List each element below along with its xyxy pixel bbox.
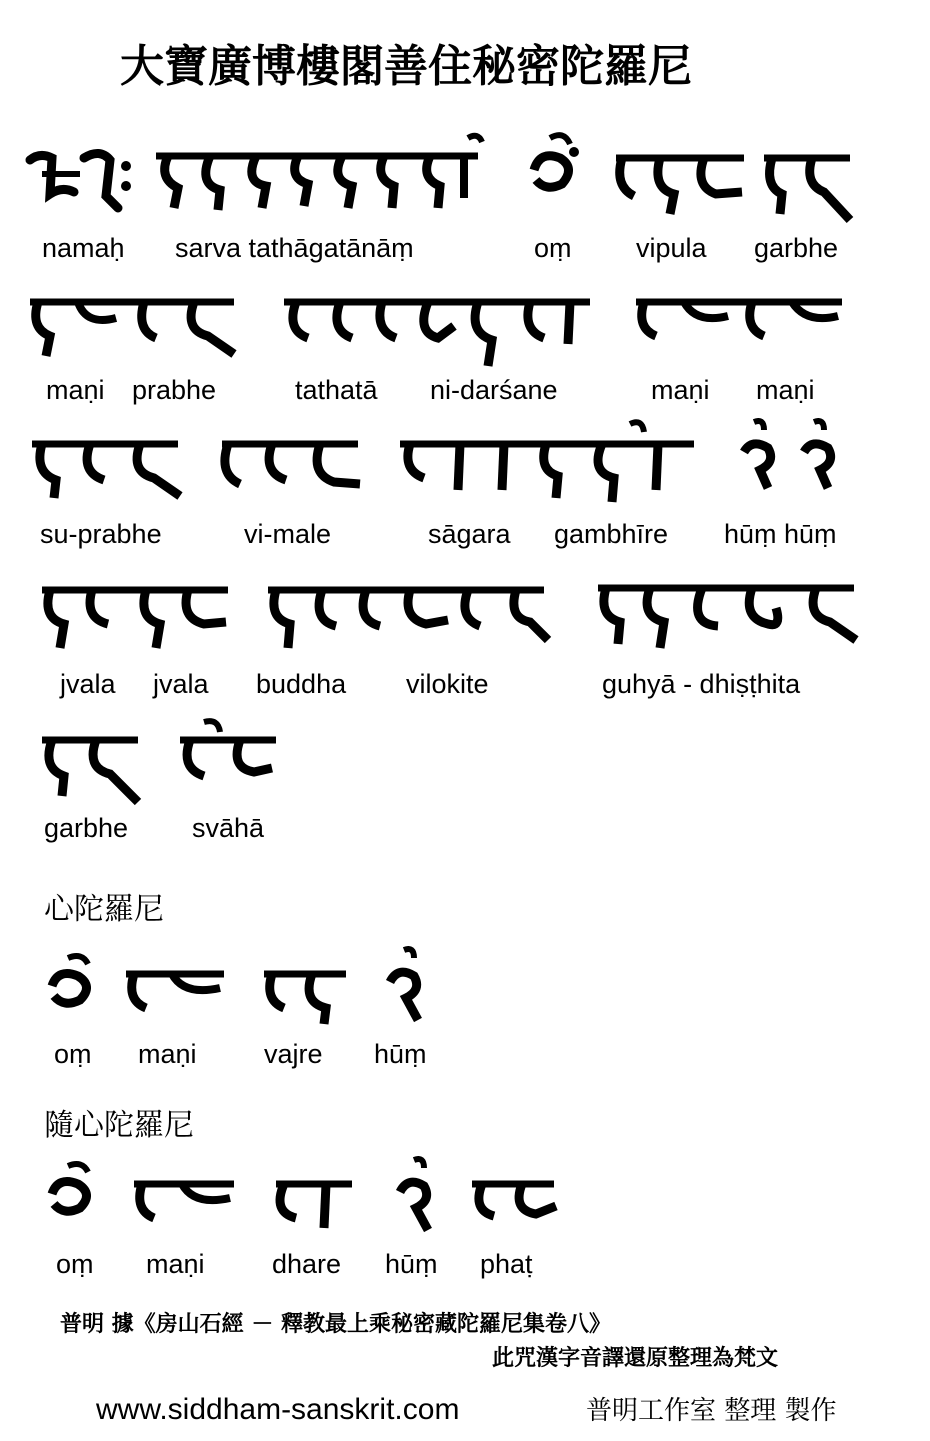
siddham-word-mani-prabhe bbox=[24, 282, 244, 362]
romanization-mani-follow: maṇi bbox=[146, 1249, 205, 1279]
siddham-word-dhare bbox=[270, 1168, 360, 1238]
website-link[interactable]: www.siddham-sanskrit.com bbox=[96, 1393, 460, 1426]
romanization-mani-heart: maṇi bbox=[138, 1039, 197, 1069]
siddham-word-mani-follow bbox=[128, 1168, 242, 1228]
follow-heart-dharani-heading: 隨心陀羅尼 bbox=[44, 1108, 194, 1143]
romanization-tathata: tathatā bbox=[295, 375, 378, 405]
siddham-word-mani-heart bbox=[120, 958, 232, 1018]
siddham-word-su-prabhe bbox=[26, 424, 186, 504]
footer-source-note: 普明 據《房山石經 － 釋教最上乘秘密藏陀羅尼集卷八》 bbox=[60, 1311, 611, 1337]
romanization-vi-male: vi-male bbox=[244, 519, 332, 549]
siddham-word-hum-hum bbox=[734, 418, 854, 498]
siddham-word-garbhe bbox=[758, 136, 858, 226]
page-title: 大寶廣博樓閣善住秘密陀羅尼 bbox=[120, 41, 692, 92]
romanization-vipula: vipula bbox=[636, 233, 707, 263]
siddham-word-om-follow bbox=[44, 1160, 104, 1220]
romanization-gambhire: gambhīre bbox=[554, 519, 669, 549]
footer-credit: 普明工作室 整理 製作 bbox=[586, 1396, 837, 1426]
siddham-word-guhya-dhisthita bbox=[592, 564, 862, 654]
siddham-word-om-heart bbox=[44, 952, 104, 1012]
romanization-garbhe: garbhe bbox=[754, 233, 839, 263]
romanization-phat: phaṭ bbox=[480, 1249, 533, 1279]
romanization-vilokite: vilokite bbox=[406, 669, 489, 699]
siddham-word-sarva-tathagatanam bbox=[148, 128, 493, 218]
romanization-hum-follow: hūṃ bbox=[385, 1249, 438, 1279]
romanization-om: oṃ bbox=[534, 233, 572, 263]
romanization-garbhe-final: garbhe bbox=[44, 813, 129, 843]
romanization-jvala: jvala bbox=[60, 669, 116, 699]
romanization-hum-hum: hūṃ hūṃ bbox=[724, 519, 837, 549]
siddham-word-hum-follow bbox=[390, 1156, 450, 1236]
siddham-word-vipula bbox=[610, 136, 750, 216]
siddham-word-tathata-nidarsane bbox=[278, 282, 598, 372]
romanization-om-heart: oṃ bbox=[54, 1039, 92, 1069]
romanization-mani-3: maṇi bbox=[756, 375, 815, 405]
siddham-word-namah bbox=[22, 138, 132, 218]
romanization-guhya-dhisthita: guhyā - dhiṣṭhita bbox=[602, 669, 801, 699]
siddham-word-vajre bbox=[258, 958, 354, 1028]
romanization-svaha: svāhā bbox=[192, 813, 265, 843]
romanization-dhare: dhare bbox=[272, 1249, 342, 1279]
footer-restoration-note: 此咒漢字音譯還原整理為梵文 bbox=[492, 1345, 779, 1371]
romanization-prabhe: prabhe bbox=[132, 375, 217, 405]
siddham-word-hum-heart bbox=[380, 946, 440, 1026]
romanization-ni-darsane: ni-darśane bbox=[430, 375, 558, 405]
romanization-mani: maṇi bbox=[46, 375, 105, 405]
siddham-word-garbhe-final bbox=[36, 718, 146, 808]
romanization-buddha: buddha bbox=[256, 669, 347, 699]
romanization-mani-2: maṇi bbox=[651, 375, 710, 405]
heart-dharani-heading: 心陀羅尼 bbox=[44, 892, 164, 927]
romanization-hum-heart: hūṃ bbox=[374, 1039, 427, 1069]
romanization-jvala-2: jvala bbox=[153, 669, 209, 699]
siddham-word-phat bbox=[466, 1168, 562, 1228]
romanization-sagara: sāgara bbox=[428, 519, 511, 549]
romanization-su-prabhe: su-prabhe bbox=[40, 519, 162, 549]
romanization-vajre: vajre bbox=[264, 1039, 323, 1069]
siddham-word-jvala-jvala bbox=[36, 568, 236, 658]
romanization-sarva-tathagatanam: sarva tathāgatānāṃ bbox=[175, 233, 414, 263]
siddham-word-buddha-vilokite bbox=[262, 568, 552, 658]
siddham-word-vimale bbox=[216, 424, 366, 504]
siddham-word-sagara-gambhire bbox=[394, 418, 704, 508]
siddham-word-om bbox=[524, 130, 584, 200]
romanization-namah: namaḥ bbox=[42, 233, 125, 263]
siddham-word-svaha bbox=[174, 718, 284, 798]
siddham-word-mani-mani bbox=[630, 282, 850, 352]
romanization-om-follow: oṃ bbox=[56, 1249, 94, 1279]
